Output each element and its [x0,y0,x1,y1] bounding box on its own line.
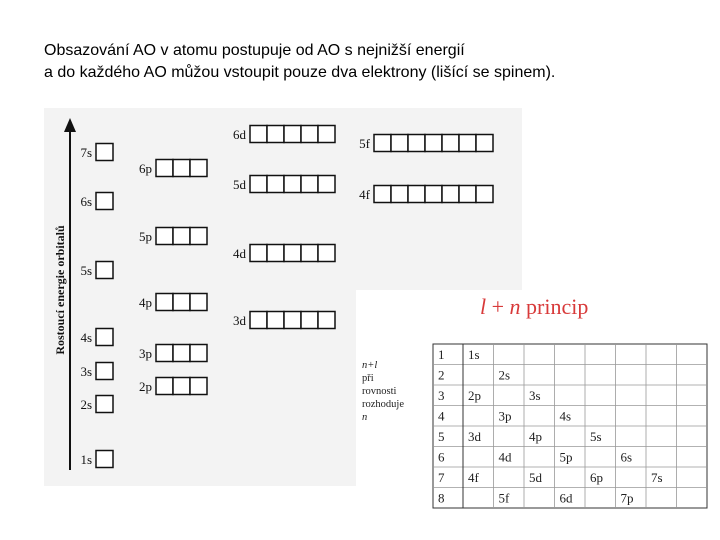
orbital-box [476,186,493,203]
orbital-label-4f: 4f [359,187,370,202]
principle-note-line: n [362,412,368,423]
orbital-label-5s: 5s [80,263,92,278]
orbital-box [267,312,284,329]
orbital-box [156,294,173,311]
orbital-box [156,345,173,362]
table-sum-value: 1 [438,347,445,362]
orbital-box [408,135,425,152]
orbital-level-7s [80,144,113,161]
orbital-box [318,312,335,329]
orbital-box [391,186,408,203]
orbital-label-3p: 3p [139,346,152,361]
table-cell-1s: 1s [468,347,480,362]
orbital-label-4p: 4p [139,295,152,310]
orbital-box [284,176,301,193]
orbital-box [156,228,173,245]
table-sum-value: 7 [438,470,445,485]
orbital-box [190,228,207,245]
table-cell-6p: 6p [590,470,603,485]
table-cell-4p: 4p [529,429,542,444]
orbital-box [250,312,267,329]
orbital-label-1s: 1s [80,452,92,467]
table-cell-7s: 7s [651,470,663,485]
table-cell-7p: 7p [620,490,634,506]
orbital-level-6d [233,126,335,143]
orbital-box [267,176,284,193]
orbital-box [173,160,190,177]
orbital-level-5p [139,228,207,245]
principle-title-plus: + [486,294,510,319]
orbital-label-2s: 2s [80,397,92,412]
principle-title [480,294,588,319]
orbital-box [318,176,335,193]
orbital-box [156,160,173,177]
orbital-level-4f [359,186,493,203]
orbital-level-3d [233,312,335,329]
orbital-label-5f: 5f [359,136,370,151]
orbital-level-4p [139,294,207,311]
orbital-label-5p: 5p [139,229,152,244]
orbital-box [173,345,190,362]
principle-note-line: při [362,373,374,384]
orbital-box [318,126,335,143]
table-cell-4d: 4d [498,449,512,465]
table-cell-3d: 3d [468,429,481,444]
orbital-label-4d: 4d [233,246,246,261]
orbital-label-7s: 7s [80,145,92,160]
table-cell-2p: 2p [468,388,481,403]
orbital-level-6p [139,160,207,177]
table-sum-value: 2 [438,367,445,383]
orbital-label-6d: 6d [233,127,246,142]
orbital-box [442,135,459,152]
orbital-level-5d [233,176,335,193]
orbital-box [96,262,113,279]
orbital-label-6s: 6s [80,194,92,209]
heading-line-1: Obsazování AO v atomu postupuje od AO s nejnižší energií [44,42,465,59]
orbital-box [425,135,442,152]
heading-line-2: a do každého AO můžou vstoupit pouze dva elektrony (lišící se spinem). [44,64,556,81]
orbital-box [96,193,113,210]
orbital-label-6p: 6p [139,161,152,176]
orbital-box [374,186,391,203]
orbital-box [442,186,459,203]
energy-axis-label: Rostoucí energie orbitalů [53,225,67,355]
principle-title-n: n [509,294,521,319]
orbital-box [301,312,318,329]
table-cell-5p: 5p [559,449,573,465]
table-sum-value: 8 [438,490,445,506]
table-cell-3s: 3s [529,388,541,403]
orbital-box [250,126,267,143]
table-sum-value: 3 [438,388,445,403]
orbital-box [267,126,284,143]
principle-title-rest: princip [520,294,589,319]
orbital-box [318,245,335,262]
orbital-level-3p [139,345,207,362]
orbital-box [301,126,318,143]
orbital-level-4d [233,245,335,262]
orbital-label-3d: 3d [233,313,246,328]
orbital-box [284,312,301,329]
orbital-box [96,451,113,468]
orbital-level-6s [80,193,113,210]
orbital-box [267,245,284,262]
orbital-box [96,363,113,380]
principle-title-l: l [480,294,487,319]
orbital-box [408,186,425,203]
energy-axis-arrowhead [64,118,76,132]
orbital-level-4s [80,329,113,346]
orbital-level-2s [80,396,113,413]
table-cell-2s: 2s [498,367,511,383]
principle-note [362,360,404,423]
table-cell-6d: 6d [559,490,573,506]
orbital-label-4s: 4s [80,330,92,345]
orbital-box [284,245,301,262]
orbital-level-2p [139,378,207,395]
orbital-box [250,245,267,262]
table-sum-value: 6 [438,449,445,465]
orbital-label-3s: 3s [80,364,92,379]
orbital-box [96,144,113,161]
principle-table [433,344,707,508]
orbital-box [96,329,113,346]
orbital-box [284,126,301,143]
orbital-box [190,345,207,362]
orbital-box [391,135,408,152]
orbital-level-1s [80,451,113,468]
principle-note-line: rovnosti [362,386,397,397]
orbital-box [301,245,318,262]
orbital-box [425,186,442,203]
orbital-box [96,396,113,413]
principle-note-line: rozhoduje [362,399,404,410]
orbital-box [173,378,190,395]
table-cell-5f: 5f [498,490,510,506]
orbital-level-3s [80,363,113,380]
orbital-box [190,378,207,395]
orbital-box [476,135,493,152]
orbital-box [173,228,190,245]
orbital-box [156,378,173,395]
table-sum-value: 5 [438,429,445,444]
table-cell-6s: 6s [620,449,633,465]
table-cell-4f: 4f [468,470,479,485]
orbital-box [190,294,207,311]
table-cell-4s: 4s [559,408,572,424]
orbital-box [459,186,476,203]
orbital-level-5s [80,262,113,279]
principle-note-line: n+l [362,360,378,371]
table-sum-value: 4 [438,408,445,424]
orbital-box [374,135,391,152]
table-cell-5d: 5d [529,470,542,485]
table-cell-3p: 3p [498,408,512,424]
orbital-box [190,160,207,177]
orbital-box [250,176,267,193]
orbital-levels [80,126,493,468]
orbital-box [173,294,190,311]
table-cell-5s: 5s [590,429,602,444]
orbital-label-2p: 2p [139,379,152,394]
orbital-box [301,176,318,193]
orbital-box [459,135,476,152]
orbital-label-5d: 5d [233,177,246,192]
orbital-level-5f [359,135,493,152]
